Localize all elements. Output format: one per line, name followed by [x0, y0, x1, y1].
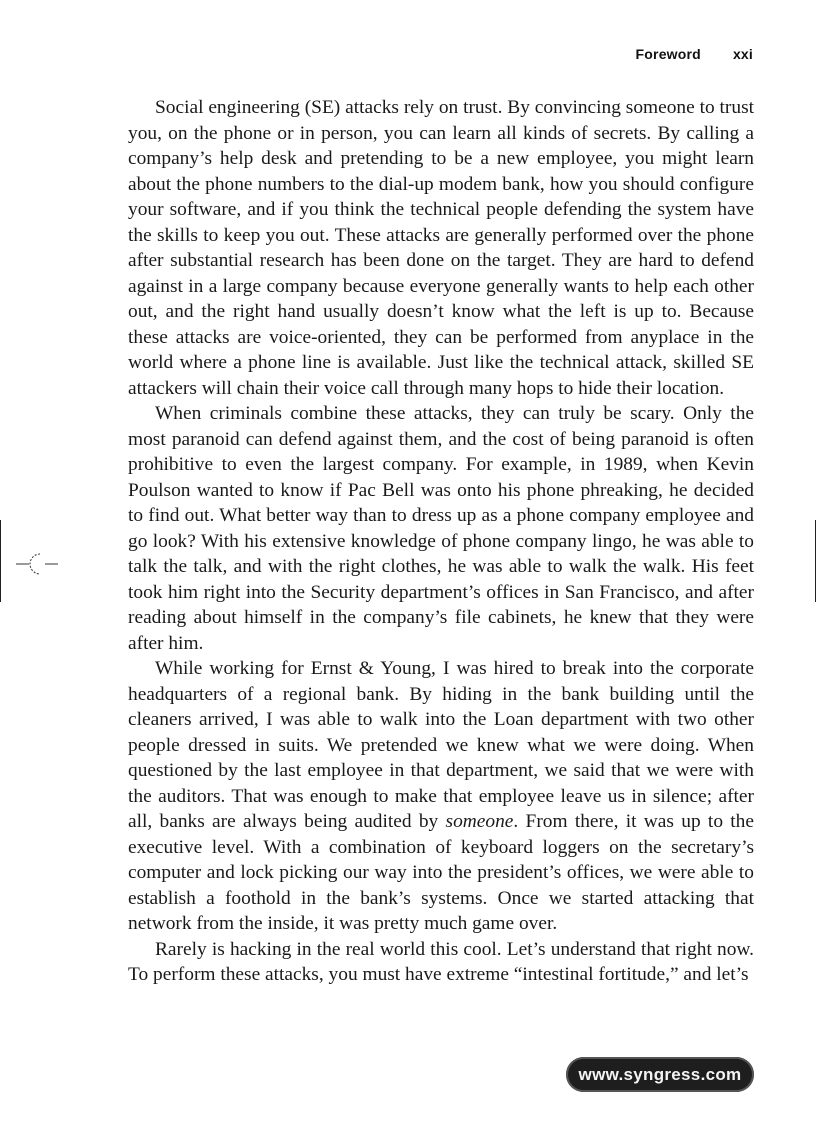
body-text: [128, 95, 754, 988]
paragraph-text: . From there, it was up to the executive level. With a combination of keyboard loggers on the secretary’s computer and lock picking our way into the president’s offices, we were able to establish a foothold in the bank’s systems. Once we started attacking that network from the inside, it was pretty much game over.: [128, 811, 754, 934]
paragraph: Rarely is hacking in the real world this cool. Let’s understand that right now. To perform these attacks, you must have extreme “intestinal fortitude,” and let’s: [128, 938, 754, 985]
paragraph-text: While working for Ernst & Young, I was hired to break into the corporate headquarters of a regional bank. By hiding in the bank building until the cleaners arrived, I was able to walk into the Loan department with two other people dressed in suits. We pretended we knew what we were doing. When questioned by the last employee in that department, we said that we were with the auditors. That was enough to make that employee leave us in silence; after all, banks are always being audited by: [128, 658, 754, 832]
page-number: xxi: [732, 46, 753, 62]
registration-mark-icon: [16, 549, 58, 579]
paragraph: When criminals combine these attacks, they can truly be scary. Only the most paranoid can defend against them, and the cost of being paranoid is often prohibitive to even the largest company. For example, in 1989, when Kevin Poulson wanted to know if Pac Bell was onto his phone phreaking, he decided to find out. What better way than to dress up as a phone company employee and go look? With his extensive knowledge of phone company lingo, he was able to talk the talk, and with the right clothes, he was able to walk the walk. His feet took him right into the Security department’s offices in San Francisco, and after reading about himself in the company’s file cabinets, he knew that they were after him.: [128, 403, 754, 654]
section-title: Foreword: [635, 46, 701, 62]
running-head: [636, 46, 753, 62]
publisher-url-badge[interactable]: www.syngress.com: [566, 1057, 754, 1092]
emphasized-word: someone: [445, 811, 514, 832]
paragraph: [128, 656, 754, 937]
crop-mark-left: [0, 520, 1, 602]
paragraph: Social engineering (SE) attacks rely on trust. By convincing someone to trust you, on the phone or in person, you can learn all kinds of secrets. By calling a company’s help desk and pretending to be a new employee, you might learn about the phone numbers to the dial-up modem bank, how you should configure your software, and if you think the technical people defending the system have the skills to keep you out. These attacks are generally performed over the phone after substantial research has been done on the target. They are hard to defend against in a large company because everyone generally wants to help each other out, and the right hand usually doesn’t know what the left is up to. Because these attacks are voice-oriented, they can be performed from anyplace in the world where a phone line is available. Just like the technical attack, skilled SE attackers will chain their voice call through many hops to hide their location.: [128, 97, 754, 399]
